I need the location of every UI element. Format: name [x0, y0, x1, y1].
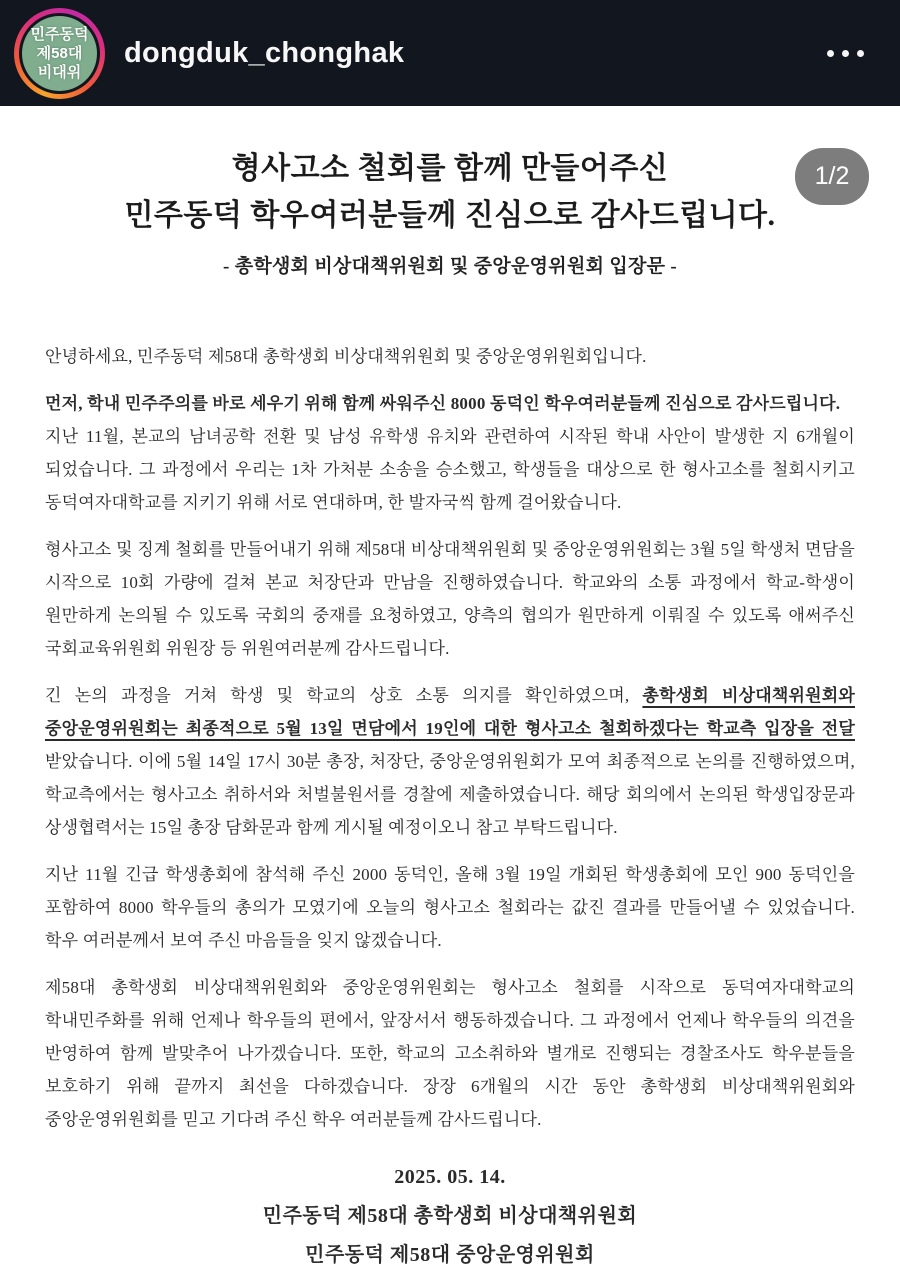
avatar-ring-gap [19, 13, 100, 94]
dot [842, 50, 849, 57]
post-image[interactable] [0, 106, 900, 1266]
document-body [45, 340, 855, 1136]
paragraph-thanks-lead: 먼저, 학내 민주주의를 바로 세우기 위해 함께 싸워주신 8000 동덕인 학우여러분들께 진심으로 감사드립니다. [45, 394, 841, 413]
paragraph-withdrawal [45, 679, 855, 844]
document-title [45, 106, 855, 239]
signature-committee1: 민주동덕 제58대 총학생회 비상대책위원회 [262, 1205, 638, 1227]
avatar-logo-line1: 민주동덕 [30, 25, 89, 43]
post-header [0, 0, 900, 106]
document-subtitle: - 총학생회 비상대책위원회 및 중앙운영위원회 입장문 - [223, 256, 677, 277]
signature-committee2: 민주동덕 제58대 중앙운영위원회 [305, 1244, 595, 1266]
paragraph-withdrawal-emphasis: 총학생회 비상대책위원회와 중앙운영위원회는 최종적으로 5월 13일 면담에서 19인에 대한 형사고소 철회하겠다는 학교측 입장을 전달 [45, 686, 855, 738]
page-indicator-badge: 1/2 [795, 148, 869, 205]
document-title-line2: 민주동덕 학우여러분들께 진심으로 감사드립니다. [124, 199, 776, 232]
paragraph-withdrawal-post: 받았습니다. 이에 5월 14일 17시 30분 총장, 처장단, 중앙운영위원회가 모여 최종적으로 논의를 진행하였으며, 학교측에서는 형사고소 취하서와 처벌불원서를 경찰에 제출하였습니다. 해당 회의에서 논의된 학생입장문과 상생협력서는 15일 총장 담화문과 함께 게시될 예정이오니 참고 부탁드립니다. [45, 752, 855, 837]
avatar[interactable] [14, 8, 105, 99]
more-options-icon[interactable] [827, 40, 864, 67]
avatar-logo-line2: 제58대 [36, 44, 83, 62]
document-signature [45, 1158, 855, 1275]
username[interactable]: dongduk_chonghak [124, 36, 405, 69]
document-title-line1: 형사고소 철회를 함께 만들어주신 [231, 152, 669, 185]
avatar-logo-line3: 비대위 [37, 63, 82, 81]
paragraph-thanks [45, 387, 855, 519]
paragraph-greeting: 안녕하세요, 민주동덕 제58대 총학생회 비상대책위원회 및 중앙운영위원회입니다. [45, 347, 647, 366]
paragraph-negotiation: 형사고소 및 징계 철회를 만들어내기 위해 제58대 비상대책위원회 및 중앙운영위원회는 3월 5일 학생처 면담을 시작으로 10회 가량에 걸쳐 본교 처장단과 만남을 진행하였습니다. 학교와의 소통 과정에서 학교-학생이 원만하게 논의될 수 있도록 국회의 중재를 요청하였고, 양측의 협의가 원만하게 이뤄질 수 있도록 애써주신 국회교육위원회 위원장 등 위원여러분께 감사드립니다. [45, 540, 855, 658]
paragraph-withdrawal-pre: 긴 논의 과정을 거쳐 학생 및 학교의 상호 소통 의지를 확인하였으며, [45, 686, 643, 705]
avatar-logo [22, 16, 97, 91]
paragraph-thanks-rest: 지난 11월, 본교의 남녀공학 전환 및 남성 유학생 유치와 관련하여 시작된 학내 사안이 발생한 지 6개월이 되었습니다. 그 과정에서 우리는 1차 가처분 소송을 승소했고, 학생들을 대상으로 한 형사고소를 철회시키고 동덕여자대학교를 지키기 위해 서로 연대하며, 한 발자국씩 함께 걸어왔습니다. [45, 427, 855, 512]
dot [827, 50, 834, 57]
signature-date: 2025. 05. 14. [394, 1166, 506, 1188]
dot [857, 50, 864, 57]
paragraph-pledge: 제58대 총학생회 비상대책위원회와 중앙운영위원회는 형사고소 철회를 시작으로 동덕여자대학교의 학내민주화를 위해 언제나 학우들의 편에서, 앞장서서 행동하겠습니다. 그 과정에서 언제나 학우들의 의견을 반영하여 함께 발맞추어 나가겠습니다. 또한, 학교의 고소취하와 별개로 진행되는 경찰조사도 학우분들을 보호하기 위해 끝까지 최선을 다하겠습니다. 장장 6개월의 시간 동안 총학생회 비상대책위원회와 중앙운영위원회를 믿고 기다려 주신 학우 여러분들께 감사드립니다. [45, 978, 855, 1129]
paragraph-assembly: 지난 11월 긴급 학생총회에 참석해 주신 2000 동덕인, 올해 3월 19일 개회된 학생총회에 모인 900 동덕인을 포함하여 8000 학우들의 총의가 모였기에 오늘의 형사고소 철회라는 값진 결과를 만들어낼 수 있었습니다. 학우 여러분께서 보여 주신 마음들을 잊지 않겠습니다. [45, 865, 855, 950]
